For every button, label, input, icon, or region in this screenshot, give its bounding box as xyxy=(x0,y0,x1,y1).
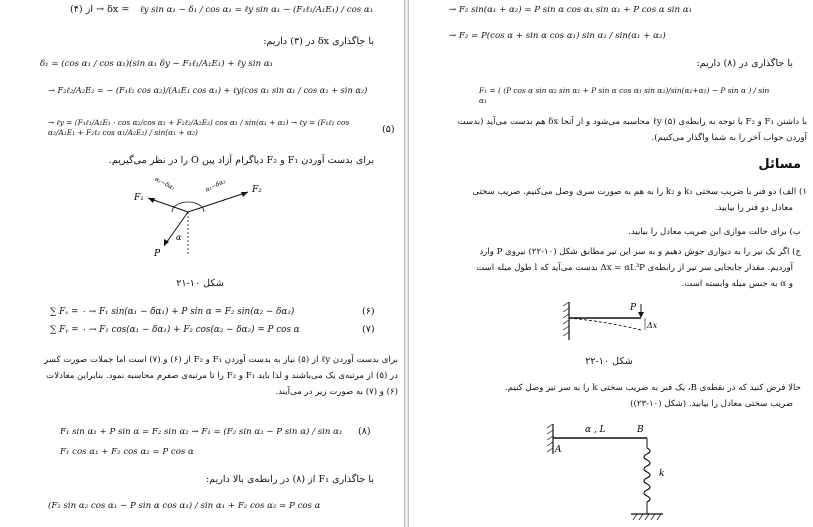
wall-hatching xyxy=(563,302,569,336)
paragraph-free-body: برای بدست آوردن F₁ و F₂ دیاگرام آزاد پین O را در نظر می‌گیریم. xyxy=(108,155,374,166)
paragraph-result-l1: با داشتن F₁ و F₂ با توجه به رابطه‌ی (۵) ℓy محاسبه می‌شود و از آنجا δx هم بدست می‌آید (بدست xyxy=(457,117,807,127)
figure-beam-spring xyxy=(539,414,669,526)
label-p: P xyxy=(630,303,637,313)
problem1-l4: ج) اگر یک تیر را به دیواری جوش دهیم و به سر این تیر مطابق شکل (۱۰-۲۲) نیروی P وارد xyxy=(479,247,801,257)
force-f2-line xyxy=(188,192,248,212)
equation-number-6: (۶) xyxy=(362,306,375,317)
problem1-l5: آوردیم. مقدار جابجایی سر تیر از رابطه‌ی Δx = αL³P بدست می‌آید که l طول میله است xyxy=(476,263,793,273)
label-f1: F₁ xyxy=(134,193,144,203)
label-k: k xyxy=(659,469,665,479)
label-dx: Δx xyxy=(647,321,658,330)
paragraph-order-l2: در (۵) از مرتبه‌ی یک می‌باشند و لذا باید F₁ و F₂ را تا مرتبه‌ی صفرم محاسبه نمود. بنابراین معادلات xyxy=(46,371,398,381)
left-page xyxy=(0,0,404,527)
equation-r3: F₁ = ( (P cos α sin α₂ sin α₁ + P sin α cos α₁ sin α₂)/sin(α₁+α₂) − P sin α ) / sin α₁ xyxy=(479,86,770,105)
equation-number-8: (۸) xyxy=(358,426,371,437)
text-substitute-8: با جاگذاری در (۸) داریم: xyxy=(696,58,793,69)
equation-ly: → ℓy = (F₁ℓ₁/A₁E₁ · cos α₂/cos α₁ + F₂ℓ₂/A₂E₂) cos α₁ / sin(α₁ + α₂) → ℓy = (F₁ℓ₁ cos α₂/A₁E₁ + F₂ℓ₂ cos α₁/A₂E₂) / sin(α₁ + α₂) xyxy=(48,118,350,137)
force-p-arrowhead xyxy=(638,312,644,318)
wall-hatching xyxy=(547,424,553,452)
equation-f2: → F₂ℓ₂/A₂E₂ = − (F₁ℓ₁ cos α₂)/(A₁E₁ cos α₁) + ℓy(cos α₁ sin α₁ / cos α₁ + sin α₂) xyxy=(48,85,368,95)
equation-top xyxy=(70,4,129,16)
equation-top-prefix: (۴) از → δx = xyxy=(70,4,130,15)
figure-caption-21: شکل ۱۰-۲۱ xyxy=(176,278,224,289)
label-alpha: α xyxy=(176,233,182,242)
text-substitute-dx: با جاگذاری δx در (۳) داریم: xyxy=(263,36,374,47)
paragraph-order-l1: برای بدست آوردن ℓy از (۵) نیاز به بدست آوردن F₁ و F₂ از (۶) و (۷) است اما جملات صورت کسر xyxy=(44,355,398,365)
label-angle-1: α₁−δα₁ xyxy=(153,176,176,193)
force-f1-arrowhead xyxy=(148,198,155,203)
paragraph-result-l2: آوردن جواب آخر را به شما واگذار می‌کنیم). xyxy=(651,133,807,143)
equation-delta1: δ₁ = (cos α₁ / cos α₁)(sin α₁ δy − F₁ℓ₁/A₁E₁) + ℓy sin α₁ xyxy=(40,59,274,69)
problem2-l2: ضریب سختی معادل را بیابید. (شکل (۱۰-۲۳)) xyxy=(630,399,793,409)
angle-arc xyxy=(172,202,204,212)
ground-hatching xyxy=(633,514,661,520)
equation-8a: F₁ sin α₁ + P sin α = F₂ sin α₂ → F₁ = (F₂ sin α₂ − P sin α) / sin α₁ xyxy=(60,427,343,437)
paragraph-order-l3: (۶) و (۷) به صورت زیر در می‌آیند. xyxy=(275,387,398,397)
label-f2: F₂ xyxy=(252,185,262,195)
equation-r2: → F₂ = P(cos α + sin α cos α₁) sin α₁ / sin(α₁ + α₂) xyxy=(449,31,666,41)
paragraph-substitute-f1: با جاگذاری F₁ از (۸) در رابطه‌ی بالا داریم: xyxy=(205,474,374,485)
deflected-beam xyxy=(569,318,641,330)
equation-8b: F₁ cos α₁ + F₂ cos α₂ = P cos α xyxy=(60,447,194,457)
problem1-l3: ب) برای حالت موازی این ضریب معادل را بیابید. xyxy=(628,227,801,237)
figure-cantilever-beam xyxy=(559,300,659,344)
heading-problems: مسائل xyxy=(758,157,801,172)
problem1-l6: و α به جنس میله وابسته است. xyxy=(681,279,793,289)
label-alpha-l: α , L xyxy=(585,425,606,435)
spring-coil xyxy=(644,448,650,502)
problem2-l1: حالا فرض کنید که در نقطه‌ی B، یک فنر به ضریب سختی k را به سر تیر وصل کنیم. xyxy=(505,383,801,393)
problem1-l1: ۱) الف) دو فنر با ضریب سختی k₁ و k₂ را به هم به صورت سری وصل می‌کنیم. ضریب سختی xyxy=(472,187,807,197)
equation-6: ∑ Fₓ = ۰ → F₁ sin(α₁ − δα₁) + P sin α = F₂ sin(α₂ − δα₂) xyxy=(50,307,295,317)
equation-r1: → F₂ sin(α₁ + α₂) = P sin α cos α₁ sin α₁ + P cos α sin α₁ xyxy=(449,5,693,15)
label-p: P xyxy=(154,249,161,259)
equation-number-5: (۵) xyxy=(382,124,395,135)
equation-7: ∑ Fᵧ = ۰ → F₁ cos(α₁ − δα₁) + F₂ cos(α₂ − δα₂) = P cos α xyxy=(50,325,300,335)
problem1-l2: معادل دو فنر را بیابید. xyxy=(714,203,793,213)
label-b: B xyxy=(637,425,644,435)
equation-last: (F₂ sin α₂ cos α₁ − P sin α cos α₁) / sin α₁ + F₂ cos α₂ = P cos α xyxy=(48,501,321,511)
label-angle-2: α₂−δα₂ xyxy=(204,178,227,194)
right-page xyxy=(409,0,813,527)
force-f2-arrowhead xyxy=(241,192,248,197)
equation-number-7: (۷) xyxy=(362,324,375,335)
figure-caption-22: شکل ۱۰-۲۲ xyxy=(585,356,633,367)
equation-top-body: ℓy sin α₁ − δ₁ / cos α₁ = ℓy sin α₁ − (F₁ℓ₁/A₁E₁) / cos α₁ xyxy=(140,5,374,15)
free-body-diagram xyxy=(128,176,278,264)
label-a: A xyxy=(555,445,562,455)
